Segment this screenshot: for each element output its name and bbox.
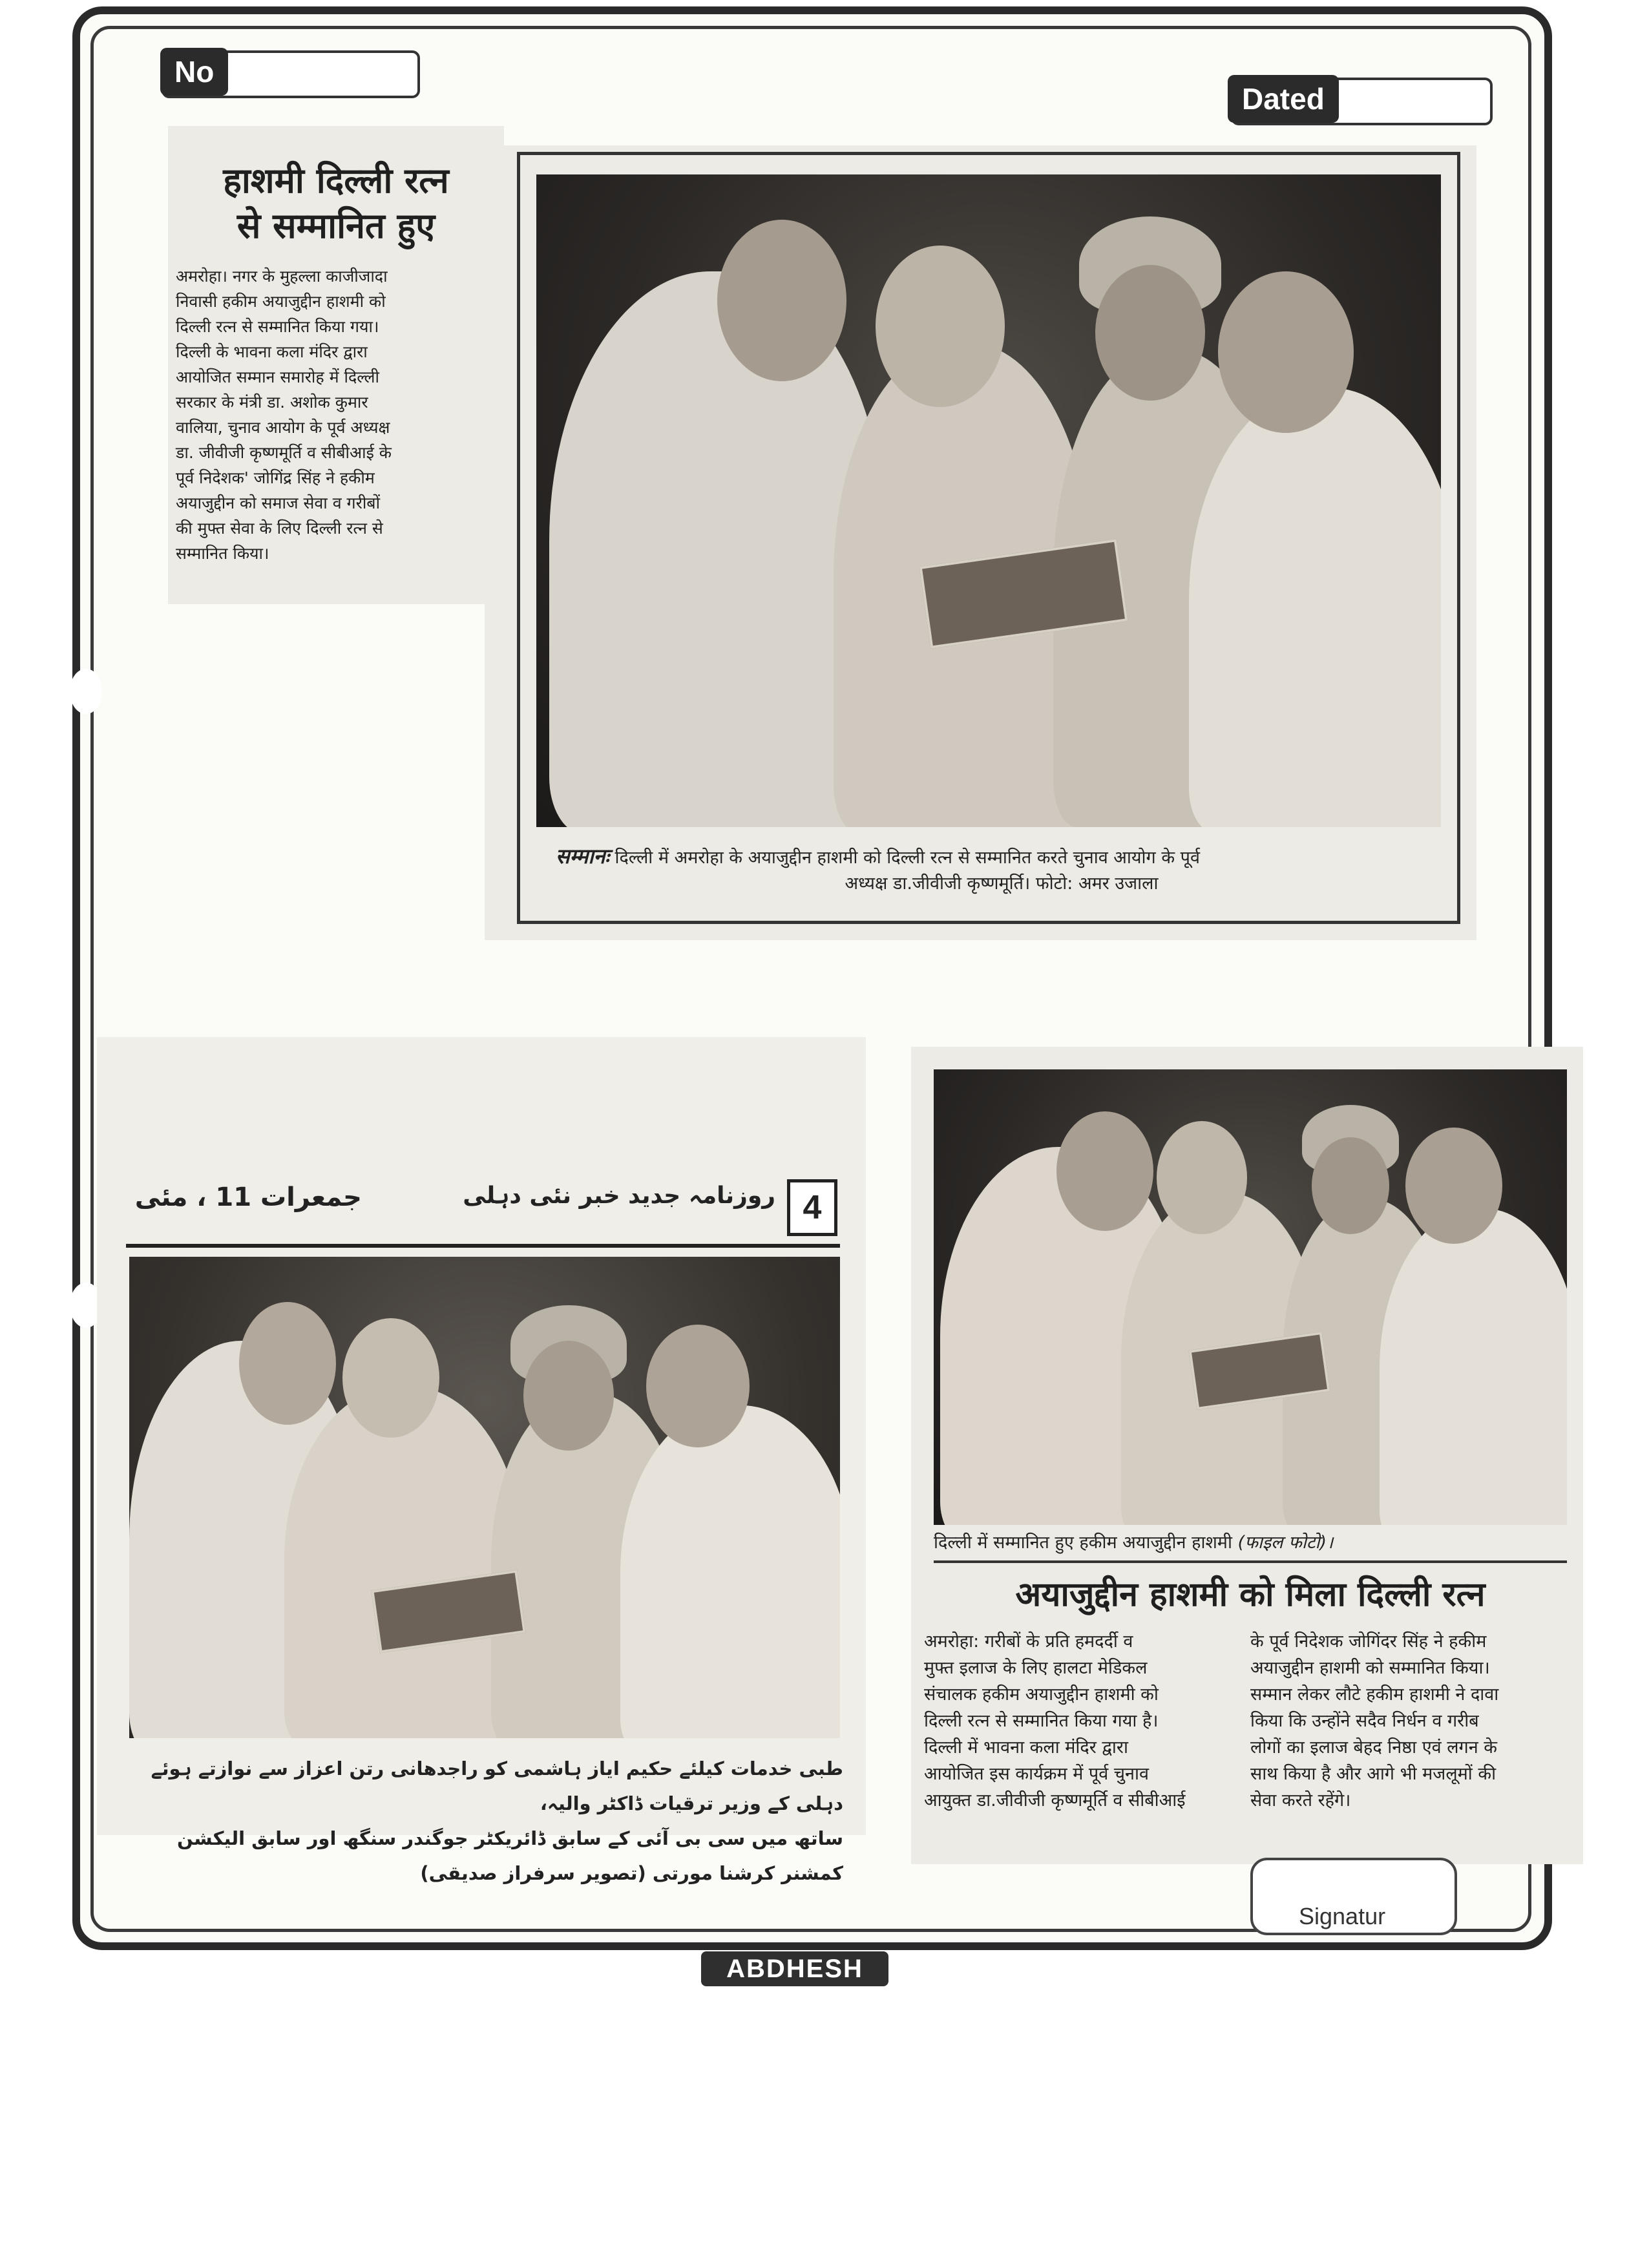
clip1-body-line: आयोजित सम्मान समारोह में दिल्ली: [176, 368, 379, 386]
clip1-headline-line2: से सम्मानित हुए: [236, 205, 436, 246]
clip3-caption-credit: (फाइल फोटो)।: [1237, 1533, 1334, 1553]
clip3-col2-line: लोगों का इलाज बेहद निष्ठा एवं लगन के: [1250, 1738, 1498, 1758]
clip1-body-line: की मुफ्त सेवा के लिए दिल्ली रत्न से: [176, 519, 383, 538]
clip2-page-number: 4: [787, 1179, 837, 1236]
clip1-body-line: सम्मानित किया।: [176, 544, 269, 563]
clip3-col1-line: दिल्ली रत्न से सम्मानित किया गया है।: [924, 1711, 1159, 1731]
clip2-paper-name: روزنامہ جدید خبر نئی دہلی: [463, 1182, 775, 1209]
clip1-body-line: डा. जीवीजी कृष्णमूर्ति व सीबीआई के: [176, 443, 392, 462]
clip2-award-photo: [129, 1257, 840, 1738]
clip2-rule: [126, 1244, 840, 1248]
clip3-col1-line: संचालक हकीम अयाजुद्दीन हाशमी को: [924, 1685, 1159, 1705]
clip1-body-line: दिल्ली रत्न से सम्मानित किया गया।: [176, 317, 379, 336]
clip2-date: جمعرات 11 ، مئی: [134, 1182, 362, 1212]
clip1-body-line: निवासी हकीम अयाजुद्दीन हाशमी को: [176, 292, 386, 311]
clip1-caption-line2: अध्यक्ष डा.जीवीजी कृष्णमूर्ति। फोटो: अमर उजाला: [845, 874, 1159, 894]
clip3-col2-line: साथ किया है और आगे भी मजलूमों की: [1250, 1764, 1497, 1784]
clip1-body-line: अमरोहा। नगर के मुहल्ला काजीजादा: [176, 267, 388, 286]
clip1-body-line: अयाजुद्दीन को समाज सेवा व गरीबों: [176, 494, 381, 512]
clip2-caption-line2: ساتھ میں سی بی آئی کے سابق ڈائریکٹر جوگندر سنگھ اور سابق الیکشن کمشنر کرشنا مورتی (تصویر سرفراز صدیقی): [176, 1827, 843, 1884]
clip1-body: [176, 264, 499, 566]
clip1-award-photo: [536, 174, 1441, 827]
clip3-col2-line: सम्मान लेकर लौटे हकीम हाशमी ने दावा: [1250, 1685, 1499, 1705]
clip3-col2-line: के पूर्व निदेशक जोगिंदर सिंह ने हकीम: [1250, 1632, 1487, 1652]
clip1-body-line: दिल्ली के भावना कला मंदिर द्वारा: [176, 342, 368, 361]
dated-label: Dated: [1228, 75, 1339, 123]
clip3-headline: अयाजुद्दीन हाशमी को मिला दिल्ली रत्न: [1015, 1575, 1486, 1614]
clip1-caption-label: सम्मानः: [556, 844, 609, 868]
clip3-col1-line: मुफ्त इलाज के लिए हालटा मेडिकल: [924, 1658, 1148, 1678]
clip3-caption-text: दिल्ली में सम्मानित हुए हकीम अयाजुद्दीन हाशमी: [934, 1533, 1232, 1553]
clip3-col1-line: आयोजित इस कार्यक्रम में पूर्व चुनाव: [924, 1764, 1149, 1784]
clip3-col1-line: अमरोहा: गरीबों के प्रति हमदर्दी व: [924, 1632, 1133, 1652]
clip1-headline: [174, 158, 498, 249]
clip3-col2-line: सेवा करते रहेंगे।: [1250, 1790, 1351, 1811]
clip3-award-photo: [934, 1069, 1567, 1525]
clip3-col2-line: अयाजुद्दीन हाशमी को सम्मानित किया।: [1250, 1658, 1490, 1678]
clip3-col1-line: आयुक्त डा.जीवीजी कृष्णमूर्ति व सीबीआई: [924, 1790, 1186, 1811]
clip3-col1-line: दिल्ली में भावना कला मंदिर द्वारा: [924, 1738, 1128, 1758]
clip1-caption-line1: दिल्ली में अमरोहा के अयाजुद्दीन हाशमी को दिल्ली रत्न से सम्मानित करते चुनाव आयोग के पूर्व: [614, 848, 1200, 868]
clip3-rule: [934, 1560, 1567, 1563]
clip1-body-line: पूर्व निदेशक' जोगिंद्र सिंह ने हकीम: [176, 468, 375, 487]
no-label: No: [160, 48, 228, 96]
brand-logo: ABDHESH: [701, 1951, 888, 1986]
clip3-column1: [924, 1628, 1228, 1814]
clip1-photo-caption: [556, 843, 1447, 897]
clip3-photo-caption: [934, 1530, 1567, 1556]
clip1-body-line: वालिया, चुनाव आयोग के पूर्व अध्यक्ष: [176, 418, 390, 437]
clip2-caption: [113, 1751, 843, 1891]
punch-hole: [70, 669, 102, 714]
clip1-body-line: सरकार के मंत्री डा. अशोक कुमार: [176, 393, 368, 412]
clip1-headline-line1: हाशमी दिल्ली रत्न: [223, 160, 449, 201]
clip2-caption-line1: طبی خدمات کیلئے حکیم ایاز ہاشمی کو راجدھانی رتن اعزاز سے نوازتے ہوئے دہلی کے وزیر ترقیات ڈاکٹر والیہ،: [151, 1758, 843, 1814]
clip3-column2: [1250, 1628, 1560, 1814]
clip3-col2-line: किया कि उन्होंने सदैव निर्धन व गरीब: [1250, 1711, 1479, 1731]
signature-label: Signatur: [1299, 1903, 1386, 1929]
